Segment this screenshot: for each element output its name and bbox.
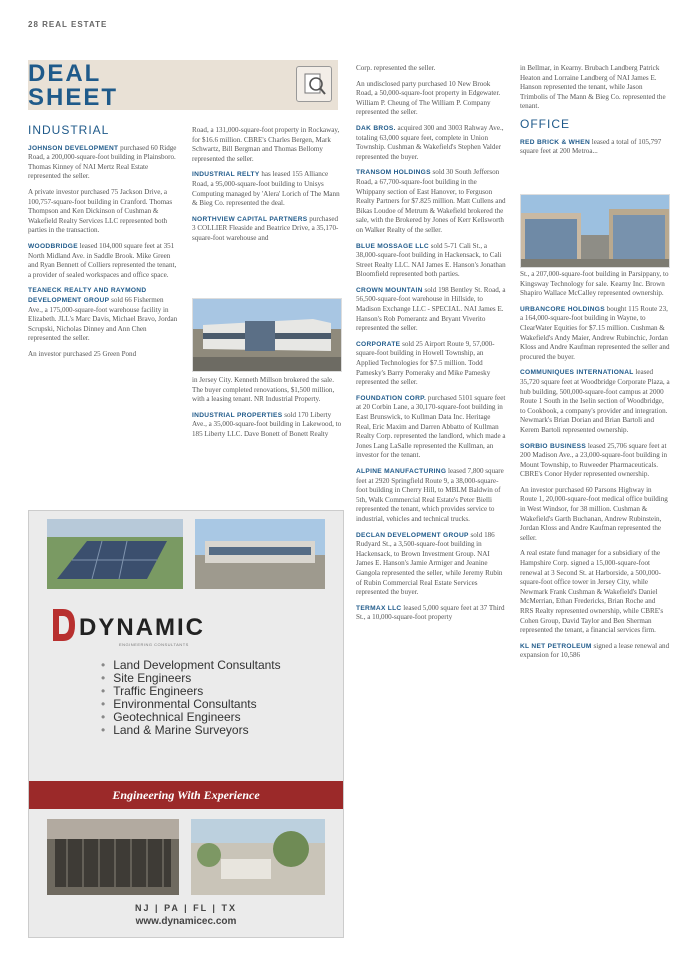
deal-paragraph: TEANECK REALTY AND RAYMOND DEVELOPMENT GROUP sold 66 Fishermen Ave., a 175,000-square-foot warehouse facility in Elizabeth. JLL's Marc Davis, Michael Bravo, Jordan Scrupski, Nicholas Dinney and Ann Chen represented the seller. bbox=[28, 287, 178, 343]
section-office: OFFICE bbox=[520, 116, 570, 131]
ad-tagline: Engineering With Experience bbox=[29, 781, 343, 809]
deal-paragraph: Road, a 131,000-square-foot property in Rockaway, for $16.6 million. CBRE's Charles Bergen, Mark Schwartz, Bill Bergman and Thomas Bellomy represented the seller. bbox=[192, 126, 340, 163]
deal-paragraph: An investor purchased 25 Green Pond bbox=[28, 349, 137, 358]
deal-paragraph: JOHNSON DEVELOPMENT purchased 60 Ridge Road, a 200,000-square-foot building in Plainsboro. Thomas Kinney of NAI Mertz Real Estate represented the seller. bbox=[28, 143, 177, 181]
dynamic-advertisement[interactable] bbox=[28, 510, 344, 938]
deal-paragraph: WOODBRIDGE leased 104,000 square feet at 351 North Midland Ave. in Saddle Brook. Mike Green and Ryan Bennett of Colliers represented the tenant, a provider of sealed workspaces and office space. bbox=[28, 241, 177, 279]
ad-service-item: • Site Engineers bbox=[101, 672, 281, 685]
deal-paragraph: KL NET PETROLEUM signed a lease renewal and expansion for 10,586 bbox=[520, 641, 670, 660]
deal-paragraph: A real estate fund manager for a subsidiary of the Hampshire Corp. signed a 15,000-square-foot renewal at 3 Second St. at Harborside, a 500,000-square-foot office tower in Jersey City, while Newmark Frank Cushman & Wakefield's Daniel McMerrian, Ethan Fredericks, Brian Roche and RRS Realty represented ownership, while CBRE's Cohen Group, David Taylor and Ben Sherman represented the tenant, a financial services firm. bbox=[520, 549, 664, 635]
column-4-bottom bbox=[520, 270, 670, 950]
deal-paragraph: COMMUNIQUES INTERNATIONAL leased 35,720 square feet at Woodbridge Corporate Plaza, a hub building, 500,000-square-foot campus at 2000 Route 1 South in the Iselin section of Woodbridge, to Cookbook, a company's provider and integration. Newmark's Brian Dorian and Brian Bartoli and Kerem Bartoli represented ownership. bbox=[520, 368, 670, 434]
deal-paragraph: in Jersey City. Kenneth Millson brokered the sale. The buyer completed renovations, $1,500 million, with a leasing tenant. NR Industrial Property. bbox=[192, 376, 335, 404]
deal-paragraph: INDUSTRIAL PROPERTIES sold 170 Liberty Ave., a 35,000-square-foot building in Lakewood, to 185 Liberty LLC. Dave Bonett of Bonett Realty bbox=[192, 410, 342, 438]
column-2-bottom bbox=[192, 376, 342, 446]
office-building-photo bbox=[520, 194, 670, 268]
masthead-line2: SHEET bbox=[28, 84, 119, 111]
page-header: 28 REAL ESTATE bbox=[28, 20, 108, 29]
ad-building-photo bbox=[195, 519, 325, 589]
column-1 bbox=[28, 123, 178, 365]
deal-paragraph: DAK BROS. acquired 300 and 3003 Rahway Ave., totaling 63,000 square feet, complete in Union Township. Cushman & Wakefield's Stephen Valder represented the buyer. bbox=[356, 123, 504, 161]
magnifier-icon bbox=[296, 66, 332, 102]
deal-paragraph: CORPORATE sold 25 Airport Route 9, 57,000-square-foot building in Howell Township, an Applied Technologies for $7.5 million. Todd Pamesky's Barry Pomeraky and Mike Pamesky represented the seller. bbox=[356, 339, 495, 387]
deal-paragraph: DECLAN DEVELOPMENT GROUP sold 186 Rudyard St., a 3,500-square-foot building in Hackensack, to Brown Investment Group. NAI James E. Hanson's Jamie Armiger and Jeanine Gangola represented the seller, while Jeremy Rubin of Rubin Commercial Real Estate Services represented the buyer. bbox=[356, 530, 503, 597]
dynamic-logo-icon bbox=[49, 607, 77, 643]
column-2-top bbox=[192, 126, 342, 296]
ad-service-item: • Traffic Engineers bbox=[101, 685, 281, 698]
deal-paragraph: An investor purchased 60 Parsons Highway in Route 1, 20,000-square-foot medical office building in West Windsor, for 38 million. Cushman & Wakefield's Garth Buchanan, Andrew Rubinstein, Jordan Kloss and Andre Kaufman represented the seller. bbox=[520, 485, 668, 542]
column-3 bbox=[356, 64, 506, 944]
masthead-line1: DEAL bbox=[28, 60, 102, 87]
ad-service-item: • Land & Marine Surveyors bbox=[101, 724, 281, 737]
deal-paragraph: A private investor purchased 75 Jackson Drive, a 100,757-square-foot building in Cranford. Thomas Thompson and Ken Dickinson of Cushman & Wakefield Realty Services LLC represented both parties in the transaction. bbox=[28, 187, 173, 235]
ad-service-item: • Environmental Consultants bbox=[101, 698, 281, 711]
ad-site-photo bbox=[191, 819, 325, 895]
deal-paragraph: NORTHVIEW CAPITAL PARTNERS purchased 3 COLLIER Fleaside and Beatrice Drive, a 35,170-square-foot warehouse and bbox=[192, 214, 339, 242]
ad-brand: DYNAMIC bbox=[79, 614, 205, 641]
deal-paragraph: SORBIO BUSINESS leased 25,706 square feet at 200 Madison Ave., a 23,000-square-foot building in Mount Township, to Ruweeder Pharmaceuticals. CBRE's Conor Hyder represented ownership. bbox=[520, 441, 668, 479]
ad-solar-photo bbox=[47, 519, 183, 589]
ad-gate-photo bbox=[47, 819, 179, 895]
deal-paragraph: St., a 207,000-square-foot building in Parsippany, to Kingsway Technology for sale. Kearny Inc. Brown Shapiro Wallace McCalley represented ownership. bbox=[520, 270, 669, 298]
industrial-building-photo bbox=[192, 298, 342, 372]
deal-paragraph: INDUSTRIAL RELTY has leased 155 Alliance Road, a 95,000-square-foot building to Unisys Computing managed by 'Alera' Lorich of The Mann & Bieg Co. represented the deal. bbox=[192, 170, 340, 208]
column-4-top bbox=[520, 64, 670, 163]
ad-service-item: • Land Development Consultants bbox=[101, 659, 281, 672]
ad-subtitle: ENGINEERING CONSULTANTS bbox=[119, 642, 189, 647]
ad-services-list bbox=[101, 659, 281, 737]
deal-sheet-masthead bbox=[28, 60, 338, 110]
ad-service-item: • Geotechnical Engineers bbox=[101, 711, 281, 724]
ad-website[interactable]: www.dynamicec.com bbox=[135, 916, 237, 927]
deal-paragraph: URBANCORE HOLDINGS bought 115 Route 23, a 164,000-square-foot building in Wayne, to ClearWater Equities for $7.15 million. Cushman & Wakefield's Andy Maier, Andrew Rubinchic, Jordan Kloss and Andre Kaufman represented the seller and procured the buyer. bbox=[520, 304, 670, 361]
deal-paragraph: TERMAX LLC leased 5,000 square feet at 37 Third St., a 10,000-square-foot property bbox=[356, 603, 505, 622]
deal-paragraph: CROWN MOUNTAIN sold 198 Bentley St. Road, a 56,500-square-foot warehouse in Hillside, to Madison Exchange LLC - SPECIAL. NAI James E. Hanson's Rob Pomerantz and Bryant Viverito represented the seller. bbox=[356, 285, 506, 333]
deal-paragraph: in Bellmar, in Kearny. Brubach Landberg Patrick Heaton and Lorraine Landberg of NAI James E. Hanson represented the tenant, while Jason Trimbolis of The Mann & Bieg Co. represented the tenant. bbox=[520, 64, 666, 111]
ad-states: NJ | PA | FL | TX bbox=[135, 903, 237, 913]
section-industrial: INDUSTRIAL bbox=[28, 123, 110, 137]
deal-paragraph: An undisclosed party purchased 10 New Brook Road, a 50,000-square-foot property in Edgewater. William P. Cheung of The William P. Company represented the seller. bbox=[356, 79, 501, 117]
deal-paragraph: Corp. represented the seller. bbox=[356, 64, 436, 72]
deal-paragraph: ALPINE MANUFACTURING leased 7,800 square feet at 2920 Springfield Route 9, a 38,000-square-foot building in Cherry Hill, to MBLM Baldwin of 5th, Walk Commercial Real Estate's Peter Bielli represented the tenant, which provides service to industrial, vehicles and technical trucks. bbox=[356, 466, 504, 523]
deal-paragraph: FOUNDATION CORP. purchased 5101 square feet at 20 Corbin Lane, a 30,170-square-foot building in East Brunswick, to Kullman Data Inc. Heritage Real, Eric Maxim and Darren Abbatto of Kullman Realty Corp. represented the landlord, which made a Jones Lang LaSalle represented the Kullman, an investor for the tenant. bbox=[356, 393, 506, 460]
deal-paragraph: BLUE MOSSAGE LLC sold 5-71 Cali St., a 38,000-square-foot building in Hackensack, to Cali Street Realty LLC. NAI James E. Hanson's Jonathan Bloomfield represented both parties. bbox=[356, 241, 506, 279]
deal-paragraph: RED BRICK & WHEN leased a total of 105,797 square feet at 200 Metroa... bbox=[520, 137, 662, 156]
deal-paragraph: TRANSOM HOLDINGS sold 30 South Jefferson Road, a 67,700-square-foot building in the Whippany section of East Hanover, to Ferguson Realty Partners for $7.825 million. Matt Cullens and Bikas Loudoe of Metrum & Wakefield brokered the sale, with the Brokered by Jones of Kerr Kellsworth on Walker Realty of the seller. bbox=[356, 168, 506, 234]
